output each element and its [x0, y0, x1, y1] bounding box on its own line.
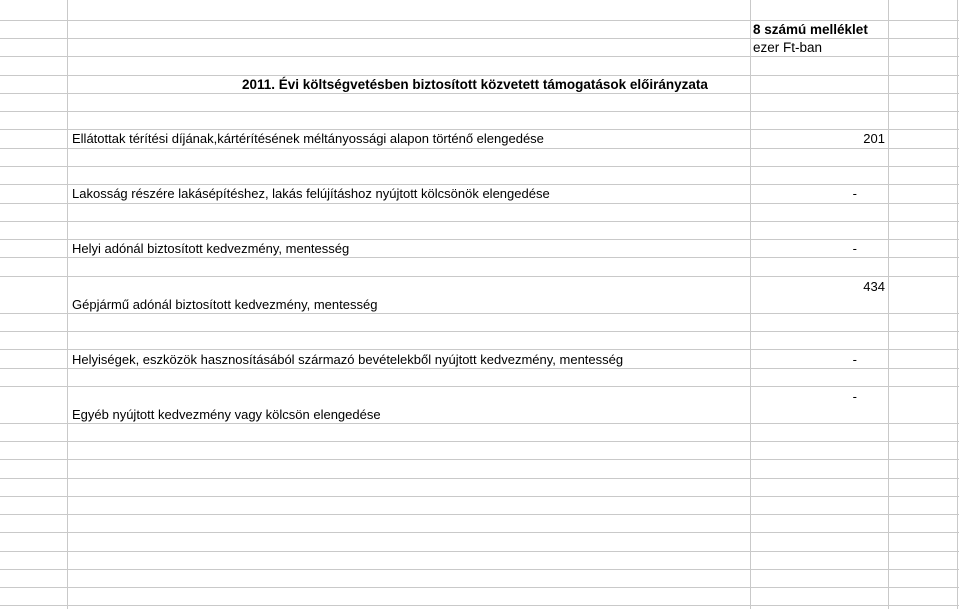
- grid-line: [0, 587, 959, 588]
- grid-line: [0, 514, 959, 515]
- row-value-vehicle-tax: 434: [863, 279, 885, 294]
- row-value-premises-use: -: [852, 352, 857, 367]
- grid-line: [0, 184, 959, 185]
- grid-line: [0, 532, 959, 533]
- grid-line: [0, 20, 959, 21]
- grid-line: [0, 331, 959, 332]
- grid-line: [0, 56, 959, 57]
- row-value-other-allowance: -: [852, 389, 857, 404]
- grid-line: [0, 239, 959, 240]
- grid-line: [0, 386, 959, 387]
- grid-line: [0, 257, 959, 258]
- grid-line: [0, 313, 959, 314]
- grid-line: [0, 551, 959, 552]
- grid-line: [0, 166, 959, 167]
- row-label-local-tax: Helyi adónál biztosított kedvezmény, mentesség: [72, 241, 350, 256]
- grid-line: [67, 0, 68, 609]
- grid-line: [888, 0, 889, 609]
- grid-line: [0, 349, 959, 350]
- grid-line: [0, 93, 959, 94]
- grid-line: [0, 423, 959, 424]
- grid-line: [0, 496, 959, 497]
- grid-line: [0, 148, 959, 149]
- grid-line: [0, 605, 959, 606]
- grid-line: [0, 276, 959, 277]
- grid-line: [0, 478, 959, 479]
- grid-line: [0, 38, 959, 39]
- grid-line: [957, 0, 958, 609]
- row-label-premises-use: Helyiségek, eszközök hasznosításából származó bevételekből nyújtott kedvezmény, mentesség: [72, 352, 624, 367]
- row-label-other-allowance: Egyéb nyújtott kedvezmény vagy kölcsön elengedése: [72, 407, 381, 422]
- page-title: 2011. Évi költségvetésben biztosított közvetett támogatások előirányzata: [242, 77, 708, 92]
- grid-line: [0, 221, 959, 222]
- row-value-fee-waiver: 201: [863, 131, 885, 146]
- row-label-housing-loan: Lakosság részére lakásépítéshez, lakás felújításhoz nyújtott kölcsönök elengedése: [72, 186, 550, 201]
- grid-line: [750, 0, 751, 609]
- row-value-local-tax: -: [852, 241, 857, 256]
- grid-line: [0, 459, 959, 460]
- annex-label: 8 számú melléklet: [753, 22, 868, 37]
- grid-line: [0, 368, 959, 369]
- row-label-fee-waiver: Ellátottak térítési díjának,kártérítésének méltányossági alapon történő elengedése: [72, 131, 544, 146]
- grid-line: [0, 111, 959, 112]
- unit-label: ezer Ft-ban: [753, 40, 823, 55]
- grid-line: [0, 203, 959, 204]
- row-value-housing-loan: -: [852, 186, 857, 201]
- grid-line: [0, 75, 959, 76]
- row-label-vehicle-tax: Gépjármű adónál biztosított kedvezmény, mentesség: [72, 297, 378, 312]
- grid-line: [0, 441, 959, 442]
- grid-line: [0, 129, 959, 130]
- grid-line: [0, 569, 959, 570]
